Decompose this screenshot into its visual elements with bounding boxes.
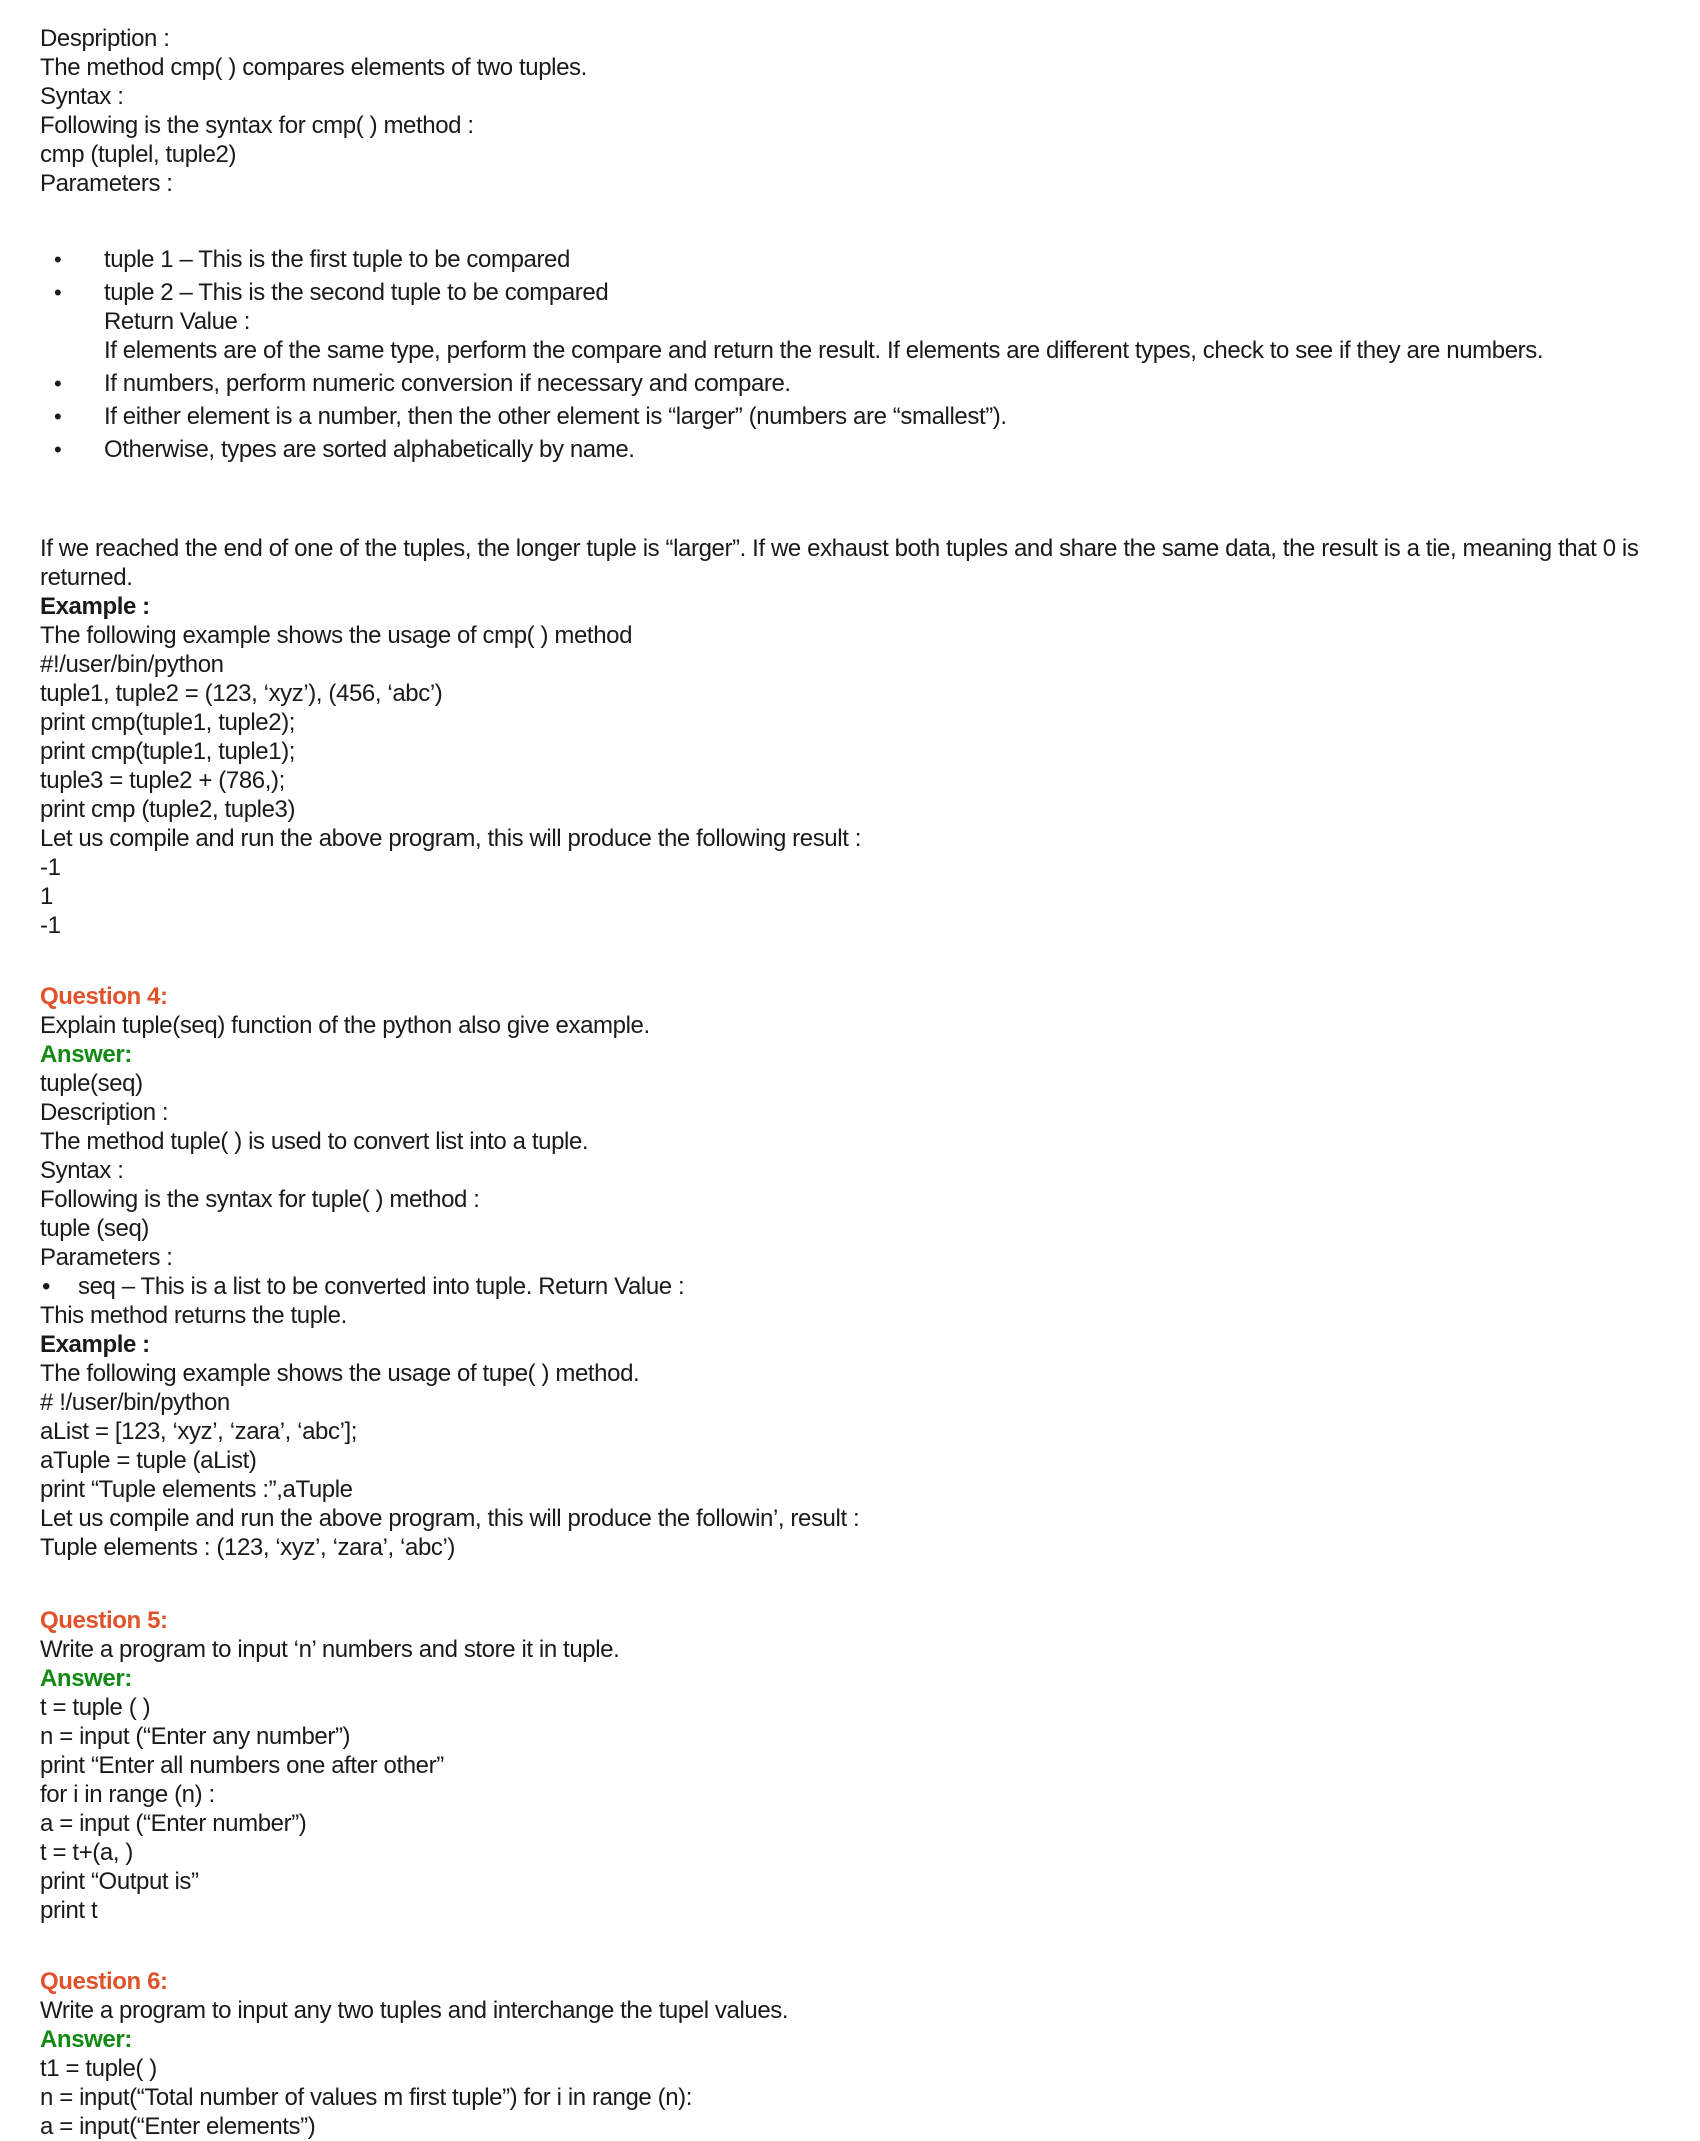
intro-block [40,24,1660,198]
text-line: print “Tuple elements :”,aTuple [40,1476,353,1503]
list-item [40,369,1660,398]
text-line: print “Enter all numbers one after other” [40,1752,444,1779]
text-line: #!/user/bin/python [40,651,224,678]
text-line: print cmp(tuple1, tuple2); [40,709,296,736]
question-5-section [40,1606,1660,1925]
text-line: n = input(“Total number of values m first tuple”) for i in range (n): [40,2084,693,2111]
list-item [40,435,1660,464]
example-heading: Example : [40,1331,150,1358]
text-line: The following example shows the usage of cmp( ) method [40,622,633,649]
text-line: Following is the syntax for cmp( ) method : [40,112,474,139]
text-line: print “Output is” [40,1868,199,1895]
text-line: The method cmp( ) compares elements of two tuples. [40,54,587,81]
text-line: Parameters : [40,170,173,197]
bullet-icon: • [54,280,62,305]
text-line: Let us compile and run the above program, this will produce the following result : [40,825,861,852]
list-item-subtext: Return Value : [104,308,251,335]
text-line: for i in range (n) : [40,1781,215,1808]
text-line: Write a program to input ‘n’ numbers and store it in tuple. [40,1636,620,1663]
bullet-icon: • [54,371,62,396]
list-item-text: tuple 2 – This is the second tuple to be compared [104,279,609,306]
list-item-text: If either element is a number, then the other element is “larger” (numbers are “smallest”). [104,403,1007,430]
list-item-subtext: If elements are of the same type, perform the compare and return the result. If elements are different types, check to see if they are numbers. [104,337,1544,364]
text-line: t = tuple ( ) [40,1694,151,1721]
list-item-text: If numbers, perform numeric conversion if necessary and compare. [104,370,791,397]
text-line: # !/user/bin/python [40,1389,230,1416]
text-line: Parameters : [40,1244,173,1271]
question-heading: Question 6: [40,1968,168,1995]
text-line: t = t+(a, ) [40,1839,133,1866]
text-line: print t [40,1897,98,1924]
text-line: n = input (“Enter any number”) [40,1723,351,1750]
text-line: a = input(“Enter elements”) [40,2113,316,2140]
text-line: a = input (“Enter number”) [40,1810,307,1837]
text-line: -1 [40,912,61,939]
list-item-text: seq – This is a list to be converted into tuple. Return Value : [78,1273,685,1300]
bullet-icon: • [54,247,62,272]
text-line: print cmp(tuple1, tuple1); [40,738,296,765]
text-line: The following example shows the usage of tupe( ) method. [40,1360,640,1387]
text-line: Explain tuple(seq) function of the python also give example. [40,1012,650,1039]
text-line: Syntax : [40,83,124,110]
text-line: 1 [40,883,53,910]
text-line: This method returns the tuple. [40,1302,347,1329]
text-line: tuple (seq) [40,1215,149,1242]
text-line: Write a program to input any two tuples and interchange the tupel values. [40,1997,789,2024]
text-line: t1 = tuple( ) [40,2055,157,2082]
text-line: The method tuple( ) is used to convert list into a tuple. [40,1128,589,1155]
text-line: Syntax : [40,1157,124,1184]
text-line: Following is the syntax for tuple( ) method : [40,1186,480,1213]
text-line: print cmp (tuple2, tuple3) [40,796,296,823]
text-line: tuple1, tuple2 = (123, ‘xyz’), (456, ‘abc’) [40,680,443,707]
answer-label: Answer: [40,1041,132,1068]
text-line: Tuple elements : (123, ‘xyz’, ‘zara’, ‘abc’) [40,1534,456,1561]
question-heading: Question 5: [40,1607,168,1634]
text-line: aTuple = tuple (aList) [40,1447,257,1474]
list-item [40,278,1660,365]
list-item-text: Otherwise, types are sorted alphabetically by name. [104,436,635,463]
list-item-text: tuple 1 – This is the first tuple to be compared [104,246,570,273]
question-4-section [40,982,1660,1562]
text-line: tuple3 = tuple2 + (786,); [40,767,285,794]
text-line: Despription : [40,25,170,52]
parameters-list [40,245,1660,468]
list-item [40,402,1660,431]
question-heading: Question 4: [40,983,168,1010]
bullet-icon: • [54,404,62,429]
text-line: Let us compile and run the above program, this will produce the followin’, result : [40,1505,860,1532]
example-heading: Example : [40,593,150,620]
list-item [40,1272,1660,1301]
answer-label: Answer: [40,1665,132,1692]
list-item [40,245,1660,274]
text-line: -1 [40,854,61,881]
text-line: aList = [123, ‘xyz’, ‘zara’, ‘abc’]; [40,1418,358,1445]
bullet-icon: • [54,437,62,462]
answer-label: Answer: [40,2026,132,2053]
text-line: cmp (tuplel, tuple2) [40,141,237,168]
question-6-section [40,1967,1660,2141]
text-line: Description : [40,1099,169,1126]
text-line: tuple(seq) [40,1070,143,1097]
text-line: If we reached the end of one of the tuples, the longer tuple is “larger”. If we exhaust both tuples and share the same data, the result is a tie, meaning that 0 is returned. [40,535,1639,591]
bullet-icon: • [42,1273,51,1300]
cmp-return-and-example [40,534,1660,940]
